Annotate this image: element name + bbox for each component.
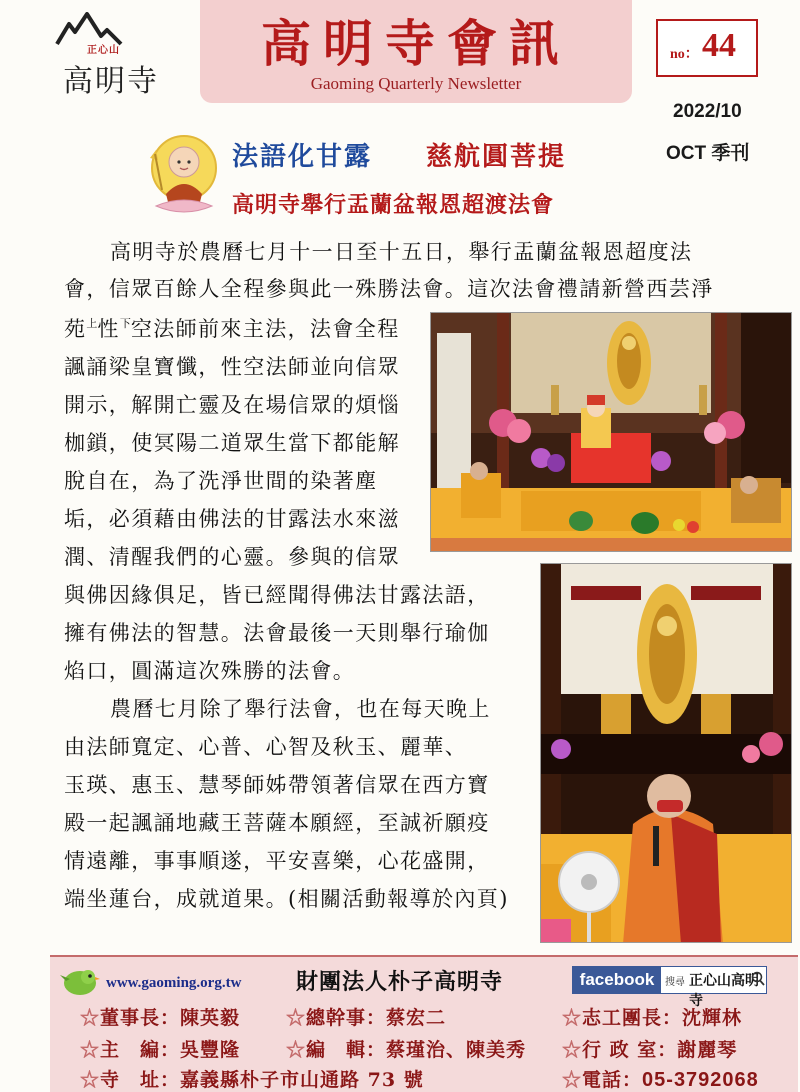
body-line: 高明寺於農曆七月十一日至十五日，舉行盂蘭盆報恩超度法 (110, 240, 693, 264)
monk-icon (140, 132, 220, 222)
issue-number: 44 (702, 27, 736, 64)
organization-name: 財團法人朴子高明寺 (296, 969, 504, 995)
staff-secretary-general: ☆總幹事：蔡宏二 (286, 1007, 447, 1029)
footer (50, 955, 798, 1092)
issue-label: no： (670, 47, 699, 62)
body-line: 苑$^上$性$^下$空法師前來主法，法會全程 (64, 317, 400, 341)
staff-editors: ☆編 輯：蔡瑾治、陳美秀 (286, 1039, 527, 1061)
dharma-talk-photo (540, 563, 792, 943)
temple-address: ☆寺 址：嘉義縣朴子市山通路 73 號 (80, 1069, 424, 1091)
issue-season: OCT 季刊 (666, 143, 750, 164)
body-line: 會，信眾百餘人全程參與此一殊勝法會。這次法會禮請新營西芸淨 (64, 277, 714, 301)
website-link[interactable]: www.gaoming.org.tw (106, 975, 242, 991)
newsletter-subtitle: Gaoming Quarterly Newsletter (310, 74, 522, 93)
issue-date: 2022/10 (673, 101, 742, 122)
issue-badge (656, 19, 758, 77)
fb-page-name: 正心山高明寺 (689, 973, 759, 1009)
temple-phone: ☆電話：05-3792068 (562, 1069, 759, 1091)
staff-chairman: ☆董事長：陳英毅 (80, 1007, 241, 1029)
slogan-right: 慈航圓菩提 (426, 142, 567, 172)
logo-name: 高明寺 (63, 64, 159, 99)
staff-volunteer-head: ☆志工團長：沈輝林 (562, 1007, 743, 1029)
body-line: 農曆七月除了舉行法會，也在每天晚上 (110, 697, 491, 721)
body-line: 情遠離，事事順遂，平安喜樂，心花盛開， (64, 849, 490, 873)
masthead (200, 0, 632, 103)
body-line: 諷誦梁皇寶懺，性空法師並向信眾 (64, 355, 400, 379)
body-line: 垢，必須藉由佛法的甘露法水來滋 (64, 507, 400, 531)
body-line: 玉瑛、惠玉、慧琴師姊帶領著信眾在西方寶 (64, 773, 490, 797)
staff-chief-editor: ☆主 編：吳豐隆 (80, 1039, 241, 1061)
body-line: 脫自在，為了洗淨世間的染著塵 (64, 469, 378, 493)
body-line: 開示，解開亡靈及在場信眾的煩惱 (64, 393, 400, 417)
body-line: 枷鎖，使冥陽二道眾生當下都能解 (64, 431, 400, 455)
newsletter-title: 高明寺會訊 (261, 15, 571, 73)
body-line: 殿一起諷誦地藏王菩薩本願經，至誠祈願疫 (64, 811, 490, 835)
body-line: 端坐蓮台，成就道果。(相關活動報導於內頁) (64, 887, 509, 911)
staff-admin-office: ☆行 政 室：謝麗琴 (562, 1039, 738, 1061)
bird-icon (60, 965, 100, 999)
body-line: 焰口，圓滿這次殊勝的法會。 (64, 659, 356, 683)
body-line: 潤、清醒我們的心靈。參與的信眾 (64, 545, 400, 569)
body-line: 由法師寬定、心普、心智及秋玉、麗華、 (64, 735, 468, 759)
temple-logo (55, 12, 175, 97)
article-title: 高明寺舉行盂蘭盆報恩超渡法會 (232, 192, 555, 218)
facebook-search-badge[interactable] (572, 966, 767, 1009)
magnifier-icon (751, 971, 765, 987)
facebook-logo: facebook (573, 967, 661, 993)
logo-mountain-name: 正心山 (87, 45, 120, 56)
fb-search-label: 搜尋 (665, 977, 685, 988)
ceremony-photo (430, 312, 792, 552)
slogan-left: 法語化甘露 (232, 142, 373, 172)
body-line: 擁有佛法的智慧。法會最後一天則舉行瑜伽 (64, 621, 490, 645)
body-line: 與佛因緣俱足，皆已經聞得佛法甘露法語， (64, 583, 490, 607)
